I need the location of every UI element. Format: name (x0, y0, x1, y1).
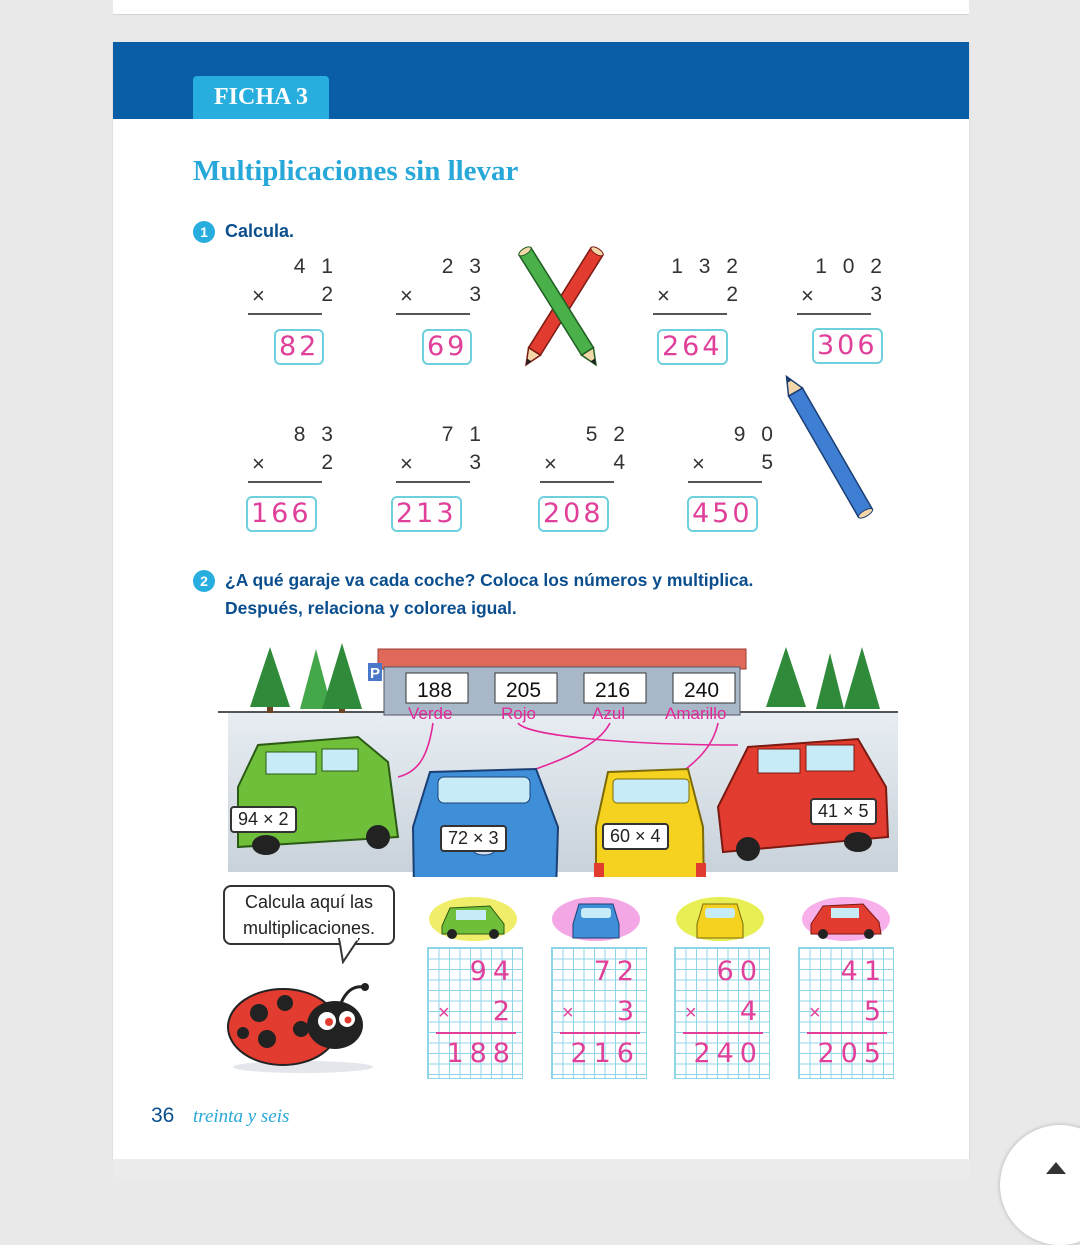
garage-color-label: Azul (592, 704, 626, 723)
trees-left (250, 643, 362, 713)
work-grid-1 (427, 947, 523, 1079)
garage-number: 216 (595, 679, 631, 702)
yellow-car-expression: 60 × 4 (602, 823, 669, 850)
worksheet-page (113, 42, 969, 1159)
previous-page-edge (113, 0, 969, 15)
answer-box: 213 (391, 496, 462, 532)
small-red-car-icon (801, 894, 891, 944)
multiplicand: 8 3 (293, 423, 338, 446)
multiplier: 3 (469, 451, 486, 474)
work-result: 188 (446, 1038, 516, 1069)
work-bottom-number: 2 (492, 996, 516, 1027)
times-sign: × (400, 451, 413, 476)
page-title: Multiplicaciones sin llevar (193, 155, 519, 187)
result-line (248, 481, 322, 483)
work-result-line (683, 1032, 763, 1034)
work-times-sign: × (438, 1002, 450, 1024)
small-green-car-icon (428, 894, 518, 944)
times-sign: × (801, 283, 814, 308)
work-top-number: 72 (593, 956, 640, 987)
blue-pencil-illustration (778, 367, 888, 547)
work-top-number: 94 (469, 956, 516, 987)
garage-number: 205 (506, 679, 542, 702)
parking-sign: P (370, 665, 381, 682)
work-result: 205 (817, 1038, 887, 1069)
multiplier: 4 (613, 451, 630, 474)
red-car-expression: 41 × 5 (810, 798, 877, 825)
result-line (797, 313, 871, 315)
times-sign: × (544, 451, 557, 476)
multiplier: 3 (870, 283, 887, 306)
work-result-line (560, 1032, 640, 1034)
result-line (396, 313, 470, 315)
garage-color-label: Amarillo (665, 704, 727, 723)
garage-color-label: Verde (408, 704, 453, 723)
exercise-2-number: 2 (193, 570, 215, 592)
answer-box: 69 (422, 329, 472, 365)
scroll-up-button[interactable] (1000, 1125, 1080, 1245)
exercise-2-instruction-line-2: Después, relaciona y colorea igual. (225, 598, 517, 618)
exercise-1-instruction: Calcula. (225, 221, 295, 241)
trees-right (766, 647, 880, 709)
multiplicand: 1 0 2 (815, 255, 887, 278)
small-blue-car-icon (551, 894, 641, 944)
multiplicand: 2 3 (441, 255, 486, 278)
garage-color-label: Rojo (501, 704, 536, 723)
result-line (540, 481, 614, 483)
times-sign: × (692, 451, 705, 476)
result-line (653, 313, 727, 315)
work-times-sign: × (809, 1002, 821, 1024)
chevron-up-icon (1046, 1162, 1066, 1174)
times-sign: × (252, 451, 265, 476)
answer-box: 208 (538, 496, 609, 532)
green-car-expression: 94 × 2 (230, 806, 297, 833)
work-grid-3 (674, 947, 770, 1079)
work-grid-2 (551, 947, 647, 1079)
multiplicand: 1 3 2 (671, 255, 743, 278)
answer-box: 264 (657, 329, 728, 365)
answer-box: 450 (687, 496, 758, 532)
garage-scene (218, 637, 898, 877)
multiplier: 2 (321, 451, 338, 474)
answer-box: 82 (274, 329, 324, 365)
work-times-sign: × (562, 1002, 574, 1024)
multiplicand: 5 2 (585, 423, 630, 446)
work-result-line (807, 1032, 887, 1034)
times-sign: × (252, 283, 265, 308)
next-page-edge (113, 1159, 969, 1177)
work-times-sign: × (685, 1002, 697, 1024)
small-yellow-car-icon (675, 894, 765, 944)
result-line (396, 481, 470, 483)
green-car (238, 737, 398, 855)
exercise-2-instruction-line-1: ¿A qué garaje va cada coche? Coloca los números y multiplica. (225, 570, 754, 590)
speech-bubble-tail (335, 938, 365, 964)
ficha-tab: FICHA 3 (193, 76, 329, 119)
multiplier: 3 (469, 283, 486, 306)
work-bottom-number: 5 (863, 996, 887, 1027)
multiplier: 5 (761, 451, 778, 474)
page-number: 36 (151, 1104, 175, 1127)
multiplier: 2 (321, 283, 338, 306)
multiplicand: 7 1 (441, 423, 486, 446)
ladybug-illustration (223, 967, 383, 1077)
page-number-words: treinta y seis (193, 1106, 290, 1127)
answer-box: 166 (246, 496, 317, 532)
blue-car (413, 769, 558, 877)
multiplicand: 4 1 (293, 255, 338, 278)
work-result: 240 (693, 1038, 763, 1069)
work-grid-4 (798, 947, 894, 1079)
result-line (688, 481, 762, 483)
multiplier: 2 (726, 283, 743, 306)
exercise-1-number: 1 (193, 221, 215, 243)
work-bottom-number: 3 (616, 996, 640, 1027)
work-top-number: 41 (840, 956, 887, 987)
work-result-line (436, 1032, 516, 1034)
work-result: 216 (570, 1038, 640, 1069)
speech-bubble: Calcula aquí las multiplicaciones. (223, 885, 395, 945)
times-sign: × (657, 283, 670, 308)
blue-car-expression: 72 × 3 (440, 825, 507, 852)
work-bottom-number: 4 (739, 996, 763, 1027)
garage-number: 188 (417, 679, 453, 702)
answer-box: 306 (812, 328, 883, 364)
crossed-pencils-illustration (505, 228, 617, 390)
garage-roof (378, 649, 746, 669)
multiplicand: 9 0 (733, 423, 778, 446)
work-top-number: 60 (716, 956, 763, 987)
garage-number: 240 (684, 679, 720, 702)
times-sign: × (400, 283, 413, 308)
result-line (248, 313, 322, 315)
